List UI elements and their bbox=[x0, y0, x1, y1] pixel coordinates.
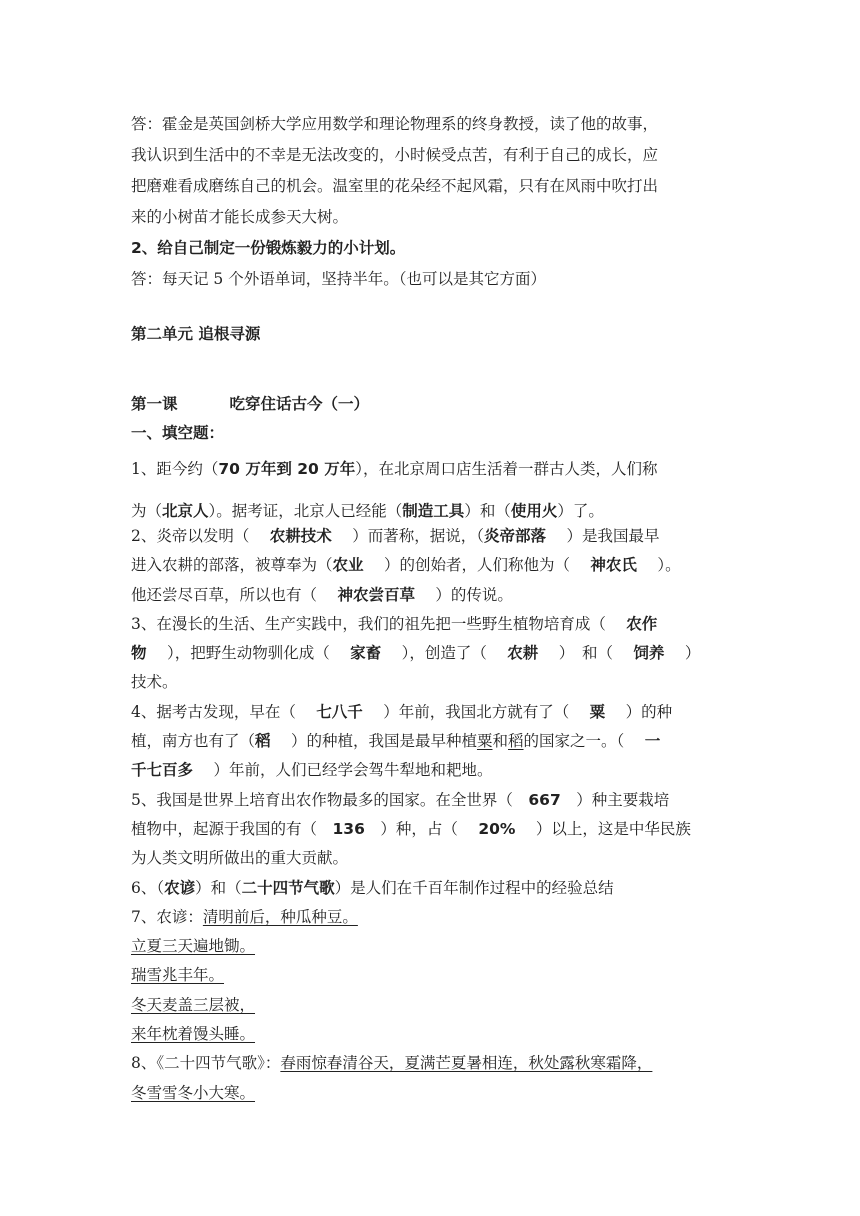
unit-title: 第二单元 追根寻源 bbox=[131, 325, 261, 343]
text-line: 冬天麦盖三层被， bbox=[131, 995, 256, 1014]
question-1 bbox=[131, 453, 731, 527]
text-line: 2、炎帝以发明（ 农耕技术 ）而著称，据说，（炎帝部落 ）是我国最早 bbox=[131, 527, 660, 545]
lesson-name: 吃穿住话古今（一） bbox=[229, 395, 370, 413]
text-line: 千七百多 ）年前，人们已经学会驾牛犁地和耙地。 bbox=[131, 761, 493, 780]
unit-title-block bbox=[131, 320, 731, 348]
text-line: 瑞雪兆丰年。 bbox=[131, 966, 225, 985]
text-line: 5、我国是世界上培育出农作物最多的国家。在全世界（ 667 ）种主要栽培 bbox=[131, 790, 670, 809]
text-line: 来年枕着馒头睡。 bbox=[131, 1025, 256, 1044]
text-line: 来的小树苗才能长成参天大树。 bbox=[131, 208, 349, 226]
section-heading: 一、填空题： bbox=[131, 424, 225, 442]
questions-2-8 bbox=[131, 522, 731, 1108]
text-line: 我认识到生活中的不幸是无法改变的，小时候受点苦，有利于自己的成长，应 bbox=[131, 146, 659, 164]
text-line: 7、农谚：清明前后，种瓜种豆。 bbox=[131, 907, 358, 926]
text-line: 进入农耕的部落，被尊奉为（农业 ）的创始者，人们称他为（ 神农氏 ）。 bbox=[131, 556, 681, 575]
text-line: 植物中，起源于我国的有（ 136 ）种，占（ 20% ）以上，这是中华民族 bbox=[131, 819, 691, 838]
text-line: 6、（农谚）和（二十四节气歌）是人们在千百年制作过程中的经验总结 bbox=[131, 878, 614, 897]
answer-paragraph bbox=[131, 109, 731, 295]
text-line: 3、在漫长的生活、生产实践中，我们的祖先把一些野生植物培育成（ 农作 bbox=[131, 614, 658, 633]
text-line: 4、据考古发现，早在（ 七八千 ）年前，我国北方就有了（ 粟 ）的种 bbox=[131, 702, 673, 721]
text-line: 技术。 bbox=[131, 673, 178, 692]
text-line: 把磨难看成磨练自己的机会。温室里的花朵经不起风霜，只有在风雨中吹打出 bbox=[131, 177, 659, 195]
text-line: 为（北京人）。据考证，北京人已经能（制造工具）和（使用火）了。 bbox=[131, 502, 604, 520]
text-line: 植，南方也有了（稻 ）的种植，我国是最早种植粟和稻的国家之一。（ 一 bbox=[131, 732, 661, 751]
text-line: 答：每天记 5 个外语单词，坚持半年。（也可以是其它方面） bbox=[131, 270, 546, 288]
lesson-number: 第一课 bbox=[131, 395, 178, 413]
text-line: 立夏三天遍地锄。 bbox=[131, 937, 256, 956]
text-line: 8、《二十四节气歌》：春雨惊春清谷天，夏满芒夏暑相连，秋处露秋寒霜降， bbox=[131, 1054, 653, 1073]
text-line: 1、距今约（70 万年到 20 万年），在北京周口店生活着一群古人类，人们称 bbox=[131, 460, 658, 478]
lesson-title bbox=[131, 390, 731, 418]
text-line: 答：霍金是英国剑桥大学应用数学和理论物理系的终身教授，读了他的故事， bbox=[131, 115, 659, 133]
text-line: 他还尝尽百草，所以也有（ 神农尝百草 ）的传说。 bbox=[131, 585, 513, 604]
text-line: 冬雪雪冬小大寒。 bbox=[131, 1083, 256, 1102]
text-line: 物 ），把野生动物驯化成（ 家畜 ），创造了（ 农耕 ） 和（ 饲养 ） bbox=[131, 644, 701, 663]
question-heading: 2、给自己制定一份锻炼毅力的小计划。 bbox=[131, 239, 406, 257]
lesson-header bbox=[131, 390, 731, 448]
text-line: 为人类文明所做出的重大贡献。 bbox=[131, 849, 349, 868]
